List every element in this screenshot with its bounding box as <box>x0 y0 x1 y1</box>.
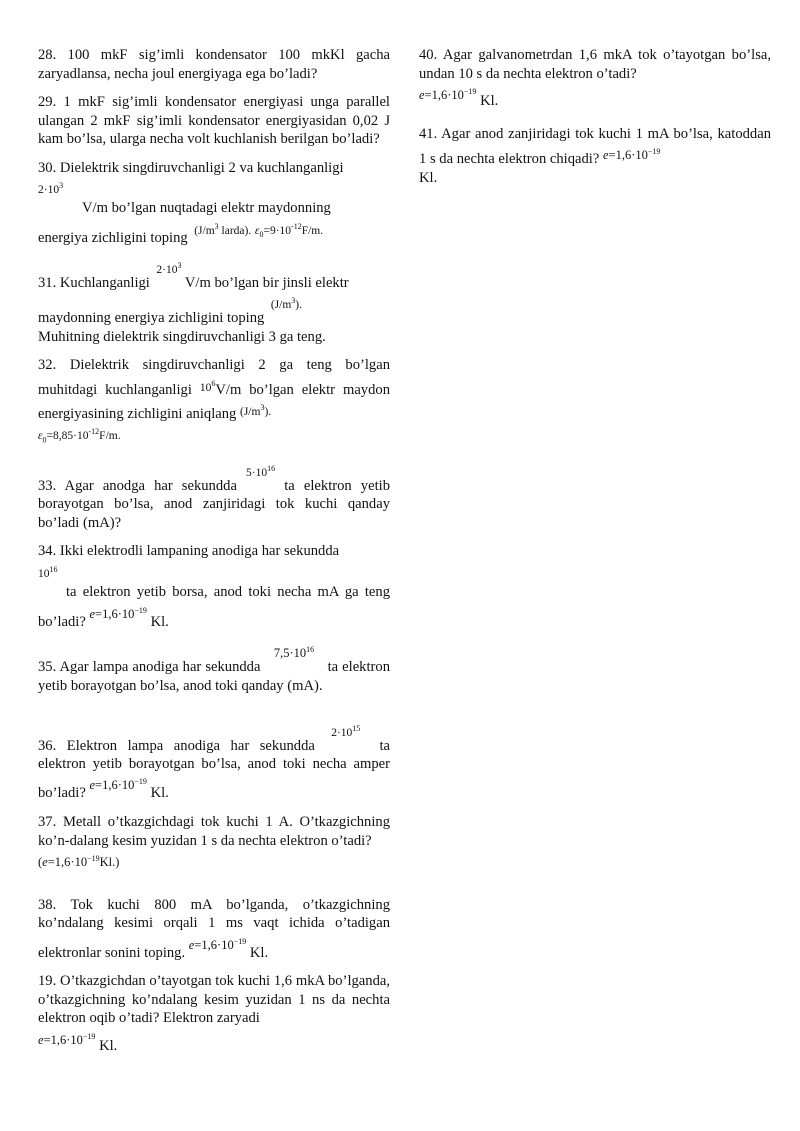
problem-text: 34. Ikki elektrodli lampaning anodiga har sekundda <box>38 543 340 560</box>
formula-exp: -12 <box>88 427 100 437</box>
formula-field-strength <box>199 378 216 394</box>
problem-text: 32. Dielektrik singdiruvchanligi 2 ga teng bo’lgan muhitdagi kuchlanganligi <box>38 357 390 398</box>
formula-exp: 16 <box>306 645 315 655</box>
formula-tail: larda). <box>218 224 252 237</box>
formula-exp: −19 <box>647 147 661 157</box>
problem-41 <box>419 125 771 188</box>
formula-tail: F/m. <box>99 430 121 443</box>
problem-37 <box>38 813 390 872</box>
formula-field-strength <box>38 177 390 199</box>
problem-text: Kl. <box>150 613 169 630</box>
problem-text: Kl. <box>150 785 169 802</box>
formula-exp: 15 <box>352 723 361 733</box>
problem-text: ta elektron yetib borsa, anod toki necha mA ga teng bo’ladi? <box>38 584 390 630</box>
formula-field-strength <box>154 257 182 279</box>
problem-text: 29. 1 mkF sig’imli kondensator energiyasi unga parallel ulangan 2 mkF sig’imli kondensator energiyasidan 0,02 J kam bo’lsa, ularga necha volt kuchlanish berilgan bo’ladi? <box>38 94 390 147</box>
problem-text: Kl. <box>419 169 438 186</box>
formula-symbol: e <box>419 88 425 103</box>
problem-text: Kl. <box>99 1038 118 1055</box>
formula-tail: ). <box>295 299 302 312</box>
formula-symbol: e <box>38 1033 44 1048</box>
formula-exp: −19 <box>82 1031 96 1041</box>
formula-exp: 3 <box>59 181 64 190</box>
formula-count <box>38 561 390 583</box>
problem-text: Kl. <box>249 944 269 961</box>
formula-exp: 3 <box>260 403 265 413</box>
formula-tail: Kl.) <box>99 855 120 870</box>
formula-tail: F/m. <box>301 224 324 237</box>
formula-units <box>239 403 272 418</box>
formula-charge <box>89 773 146 795</box>
formula-charge <box>38 1033 95 1047</box>
formula-base: =8,85·10 <box>46 430 89 443</box>
formula-count <box>325 720 368 742</box>
formula-exp: 3 <box>214 221 219 231</box>
problem-31 <box>38 257 390 346</box>
formula-base: (J/m <box>270 299 292 312</box>
formula-epsilon <box>38 427 121 445</box>
problem-text: 30. Dielektrik singdiruvchanligi 2 va kuchlanganligi <box>38 159 344 176</box>
problem-text: 38. Tok kuchi 800 mA bo’lganda, o’tkazgichning ko’ndalang kesimi orqali 1 ms vaqt ichida o’tadigan elektronlar sonini toping. <box>38 896 390 961</box>
formula-base: 2·10 <box>38 183 60 196</box>
problem-text: maydonning energiya zichligini toping <box>38 310 265 327</box>
formula-base: (J/m <box>194 224 215 237</box>
formula-units <box>191 218 251 240</box>
formula-exp: 16 <box>267 464 276 474</box>
formula-base: =1,6·10 <box>95 606 135 621</box>
problem-29 <box>38 93 390 149</box>
formula-tail: ). <box>264 405 272 418</box>
formula-exp: 3 <box>177 261 182 271</box>
formula-symbol: e <box>89 606 96 621</box>
problem-text: 41. Agar anod zanjiridagi tok kuchi 1 mA bo’lsa, katoddan 1 s da nechta elektron chiqadi? <box>419 125 771 168</box>
formula-base: =1,6·10 <box>424 88 464 103</box>
formula-exp: -12 <box>291 221 302 231</box>
problem-38 <box>38 896 390 963</box>
formula-sub: 0 <box>42 435 47 445</box>
problem-30 <box>38 159 390 248</box>
problem-text: Muhitning dielektrik singdiruvchanligi 3 ga teng. <box>38 328 326 345</box>
problem-40 <box>419 46 771 111</box>
problem-32 <box>38 356 390 450</box>
formula-symbol: ε <box>38 430 43 443</box>
left-column <box>38 46 390 1066</box>
problem-text: ta elektron yetib borayotgan bo’lsa, anod zanjiridagi tok kuchi qanday bo’ladi (mA)? <box>38 477 390 531</box>
formula-sub: 0 <box>259 229 264 239</box>
problem-text: ta elektron yetib borayotgan bo’lsa, anod toki qanday (mA). <box>38 659 390 695</box>
formula-symbol: e <box>188 937 195 952</box>
formula-charge: $(e=1,6\cdot 10^{-19}Kl.)$ <box>38 854 120 870</box>
problem-36 <box>38 720 390 803</box>
formula-exp: 16 <box>49 564 58 574</box>
problem-text: 19. O’tkazgichdan o’tayotgan tok kuchi 1,6 mkA bo’lganda, o’tkazgichning ko’ndalang kesim yuzidan 1 ns da nechta elektron oqib o’tadi? Elektron zaryadi <box>38 973 390 1027</box>
problem-text: 33. Agar anodga har sekundda <box>38 477 237 494</box>
problem-text: 28. 100 mkF sig’imli kondensator 100 mkKl gacha zaryadlansa, necha joul energiyaga ega bo’ladi? <box>38 47 390 82</box>
formula-symbol: e <box>42 855 48 870</box>
problem-text: ta elektron yetib borayotgan bo’lsa, anod toki necha amper bo’ladi? <box>38 737 391 802</box>
formula-charge <box>189 933 246 955</box>
right-column <box>419 46 771 197</box>
formula-exp: 6 <box>211 378 216 388</box>
formula-symbol: e <box>89 778 96 793</box>
formula-base: 10 <box>199 381 212 394</box>
formula-charge <box>89 602 146 624</box>
formula-base: =1,6·10 <box>608 148 648 163</box>
formula-units <box>268 292 302 314</box>
problem-35 <box>38 641 390 695</box>
formula-base: =1,6·10 <box>47 855 88 870</box>
formula-exp: −19 <box>134 605 147 615</box>
formula-base: 2·10 <box>331 726 353 739</box>
formula-count <box>265 641 324 663</box>
problem-28 <box>38 46 390 83</box>
problem-33 <box>38 460 390 532</box>
formula-base: 7,5·10 <box>273 646 307 661</box>
formula-base: =1,6·10 <box>194 937 234 952</box>
formula-symbol: ε <box>254 224 260 237</box>
formula-base: =1,6·10 <box>43 1033 83 1048</box>
formula-base: 5·10 <box>246 466 268 479</box>
problem-text: energiya zichligini toping <box>38 229 188 246</box>
formula-charge <box>419 88 476 102</box>
formula-base: 10 <box>38 567 50 580</box>
formula-base: =9·10 <box>263 224 292 237</box>
formula-exp: −19 <box>134 777 147 787</box>
problem-text: V/m bo’lgan bir jinsli elektr <box>184 274 349 291</box>
problem-text: 40. Agar galvanometrdan 1,6 mkA tok o’tayotgan bo’lsa, undan 10 s da nechta elektron o’tadi? <box>419 47 771 82</box>
problem-text: 37. Metall o’tkazgichdagi tok kuchi 1 A. O’tkazgichning ko’n-dalang kesim yuzidan 1 s da nechta elektron o’tadi? <box>38 814 390 849</box>
problem-text: Kl. <box>480 93 499 110</box>
formula-exp: −19 <box>233 936 247 946</box>
problem-text: V/m bo’lgan nuqtadagi elektr maydonning <box>82 200 331 217</box>
formula-exp: −19 <box>463 87 477 96</box>
formula-base: 2·10 <box>156 263 178 276</box>
problem-19 <box>38 972 390 1055</box>
problem-text: V/m bo’lgan elektr maydon energiyasining zichligini aniqlang <box>38 381 390 422</box>
formula-exp: −19 <box>87 854 100 864</box>
formula-base: =1,6·10 <box>95 778 135 793</box>
formula-exp: 3 <box>291 296 296 306</box>
problem-34 <box>38 542 390 631</box>
problem-text: 36. Elektron lampa anodiga har sekundda <box>38 737 315 754</box>
formula-epsilon <box>255 218 323 245</box>
formula-symbol: e <box>602 148 609 163</box>
formula-count <box>246 460 275 482</box>
problem-text: 35. Agar lampa anodiga har sekundda <box>38 659 261 676</box>
formula-charge <box>603 148 660 162</box>
formula-base: (J/m <box>239 405 261 418</box>
problem-text: 31. Kuchlanganligi <box>38 274 150 291</box>
